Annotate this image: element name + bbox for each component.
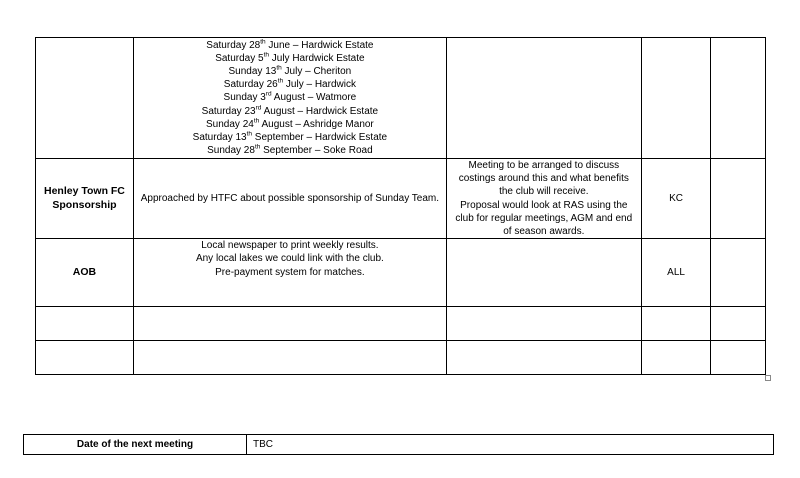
sponsorship-extra-cell — [711, 159, 766, 239]
aob-description-line: Pre-payment system for matches. — [215, 266, 365, 278]
fixtures-list — [133, 38, 446, 159]
fixture-venue: July – Cheriton — [281, 65, 352, 77]
sponsorship-owner: KC — [641, 159, 711, 239]
aob-row — [36, 239, 766, 307]
aob-owner: ALL — [641, 239, 711, 307]
fixture-line — [138, 105, 442, 118]
fixture-venue: July Hardwick Estate — [268, 52, 365, 64]
sponsorship-topic-line2: Sponsorship — [52, 198, 117, 211]
fixture-ordinal: th — [260, 38, 266, 46]
fixture-venue: June – Hardwick Estate — [265, 39, 374, 51]
aob-topic: AOB — [36, 239, 134, 307]
fixture-line — [138, 118, 442, 131]
fixtures-extra-cell — [711, 38, 766, 159]
fixture-day-date: Sunday 24 — [206, 118, 254, 130]
fixture-ordinal: th — [277, 77, 284, 85]
fixture-line — [138, 52, 442, 65]
empty-cell — [133, 341, 446, 375]
fixtures-row — [36, 38, 766, 159]
sponsorship-action-line: of season awards. — [503, 226, 585, 238]
aob-description-line: Any local lakes we could link with the club. — [195, 253, 384, 265]
empty-cell — [36, 307, 134, 341]
fixture-ordinal: th — [246, 130, 253, 138]
fixture-day-date: Saturday 5 — [215, 52, 264, 64]
fixtures-action-cell — [446, 38, 641, 159]
fixture-day-date: Sunday 28 — [207, 145, 255, 157]
fixture-ordinal: rd — [265, 91, 272, 99]
fixture-line — [138, 144, 442, 157]
aob-action-cell — [446, 239, 641, 307]
fixture-ordinal: th — [276, 64, 282, 72]
fixtures-owner-cell — [641, 38, 711, 159]
fixture-line — [138, 65, 442, 78]
aob-description-line: Local newspaper to print weekly results. — [201, 240, 379, 252]
empty-cell — [711, 307, 766, 341]
sponsorship-action-line: costings around this and what benefits — [458, 173, 629, 185]
fixture-line — [138, 91, 442, 104]
sponsorship-action-line: club for regular meetings, AGM and end — [455, 212, 633, 224]
sponsorship-action-line: Proposal would look at RAS using the — [460, 199, 628, 211]
next-meeting-table — [23, 434, 774, 455]
table-resize-handle[interactable] — [765, 375, 771, 381]
next-meeting-row — [24, 435, 774, 455]
fixture-line — [138, 39, 442, 52]
fixture-ordinal: th — [263, 51, 269, 59]
fixture-venue: September – Soke Road — [260, 145, 373, 157]
sponsorship-topic — [36, 159, 134, 239]
empty-row — [36, 307, 766, 341]
sponsorship-action-line: the club will receive. — [499, 186, 589, 198]
fixture-day-date: Sunday 13 — [228, 65, 277, 77]
fixture-day-date: Sunday 3 — [223, 92, 266, 104]
fixture-day-date: Saturday 28 — [206, 39, 261, 51]
fixtures-topic-cell — [36, 38, 134, 159]
empty-cell — [711, 341, 766, 375]
empty-cell — [641, 307, 711, 341]
empty-cell — [133, 307, 446, 341]
fixture-ordinal: th — [254, 143, 261, 151]
fixture-day-date: Saturday 26 — [223, 79, 278, 91]
fixture-venue: August – Ashridge Manor — [259, 118, 374, 130]
sponsorship-row — [36, 159, 766, 239]
empty-cell — [446, 341, 641, 375]
fixture-venue: July – Hardwick — [283, 79, 356, 91]
sponsorship-description — [133, 159, 446, 239]
sponsorship-topic-line1: Henley Town FC — [44, 185, 125, 198]
next-meeting-label: Date of the next meeting — [24, 435, 247, 455]
sponsorship-description-text: Approached by HTFC about possible sponsorship of Sunday Team. — [140, 193, 440, 204]
fixture-day-date: Saturday 13 — [192, 132, 247, 143]
fixture-day-date: Saturday 23 — [201, 105, 256, 117]
next-meeting-value: TBC — [247, 435, 774, 455]
empty-cell — [36, 341, 134, 375]
fixture-ordinal: rd — [255, 104, 262, 112]
aob-extra-cell — [711, 239, 766, 307]
empty-row — [36, 341, 766, 375]
fixture-venue: September – Hardwick Estate — [252, 132, 388, 143]
sponsorship-action-line: Meeting to be arranged to discuss — [468, 160, 620, 171]
fixture-ordinal: th — [253, 117, 260, 125]
empty-cell — [446, 307, 641, 341]
minutes-table — [35, 37, 766, 375]
fixture-line — [138, 78, 442, 91]
fixture-venue: August – Hardwick Estate — [261, 105, 379, 117]
sponsorship-action — [446, 159, 641, 239]
aob-description — [133, 239, 446, 307]
fixture-venue: August – Watmore — [271, 92, 357, 104]
fixture-line — [138, 131, 442, 144]
empty-cell — [641, 341, 711, 375]
